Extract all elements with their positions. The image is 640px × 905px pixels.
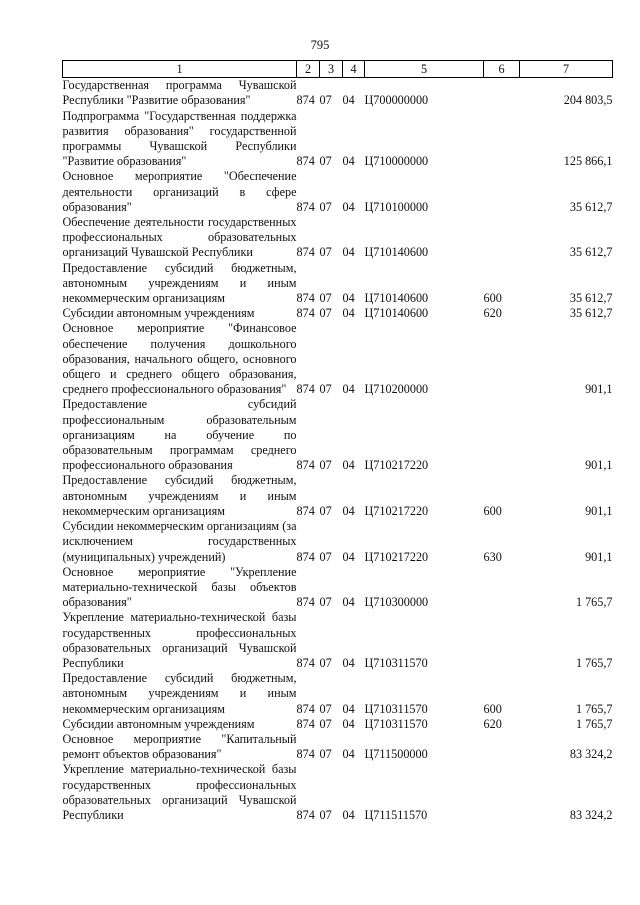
row-name: Субсидии автономным учреждениям: [62, 716, 255, 731]
header-col-5: 5: [365, 61, 484, 78]
row-grbs: 874: [296, 291, 315, 306]
row-subsection: 04: [342, 807, 355, 822]
row-section: 07: [319, 93, 332, 108]
row-grbs: 874: [296, 93, 315, 108]
table-row: [63, 671, 613, 717]
row-grbs: 874: [296, 382, 315, 397]
row-subsection: 04: [342, 655, 355, 670]
header-col-3: 3: [320, 61, 343, 78]
row-section: 07: [319, 701, 332, 716]
table-row: [63, 732, 613, 762]
row-expense-type: 620: [483, 716, 502, 731]
row-subsection: 04: [342, 199, 355, 214]
row-subsection: 04: [342, 716, 355, 731]
row-amount: 1 765,7: [575, 595, 613, 610]
row-grbs: 874: [296, 747, 315, 762]
table-row: [63, 215, 613, 261]
row-expense-type: [484, 732, 520, 762]
header-row: [63, 61, 613, 78]
row-subsection: 04: [342, 382, 355, 397]
row-section: 07: [319, 655, 332, 670]
row-target-article: Ц710140600: [364, 306, 429, 321]
table-row: [63, 610, 613, 671]
row-target-article: Ц710100000: [364, 199, 429, 214]
row-grbs: 874: [296, 154, 315, 169]
row-target-article: Ц710217220: [364, 503, 429, 518]
row-section: 07: [319, 199, 332, 214]
row-subsection: 04: [342, 306, 355, 321]
row-subsection: 04: [342, 93, 355, 108]
row-target-article: Ц710217220: [364, 458, 429, 473]
row-subsection: 04: [342, 747, 355, 762]
table-row: [63, 306, 613, 321]
row-amount: 125 866,1: [563, 154, 613, 169]
row-name: Подпрограмма "Государственная поддержка развития образования" государственной программы Чувашской Республики "Развитие образования": [62, 108, 297, 169]
row-target-article: Ц710140600: [364, 291, 429, 306]
row-grbs: 874: [296, 245, 315, 260]
table-row: [63, 397, 613, 473]
row-section: 07: [319, 458, 332, 473]
row-subsection: 04: [342, 549, 355, 564]
table-row: [63, 321, 613, 397]
row-amount: 1 765,7: [575, 655, 613, 670]
row-expense-type: [484, 321, 520, 397]
row-name: Основное мероприятие "Капитальный ремонт объектов образования": [62, 731, 297, 762]
row-amount: 1 765,7: [575, 716, 613, 731]
row-subsection: 04: [342, 154, 355, 169]
row-name: Укрепление материально-технической базы государственных профессиональных образовательных организаций Чувашской Республики: [62, 610, 297, 670]
row-section: 07: [319, 154, 332, 169]
row-expense-type: 600: [483, 503, 502, 518]
row-amount: 901,1: [585, 382, 613, 397]
row-amount: 204 803,5: [563, 93, 613, 108]
row-subsection: 04: [342, 503, 355, 518]
row-section: 07: [319, 807, 332, 822]
row-subsection: 04: [342, 245, 355, 260]
row-name: Обеспечение деятельности государственных профессиональных образовательных организаций Чувашской Республики: [62, 215, 297, 260]
table-row: [63, 169, 613, 215]
table-row: [63, 78, 613, 109]
table-row: [63, 762, 613, 823]
row-expense-type: 600: [483, 701, 502, 716]
row-section: 07: [319, 595, 332, 610]
row-name: Основное мероприятие "Обеспечение деятельности организаций в сфере образования": [62, 169, 297, 214]
row-target-article: Ц710311570: [364, 701, 428, 716]
row-amount: 83 324,2: [569, 747, 613, 762]
row-grbs: 874: [296, 503, 315, 518]
row-name: Предоставление субсидий бюджетным, автономным учреждениям и иным некоммерческим организациям: [62, 671, 297, 716]
row-amount: 1 765,7: [575, 701, 613, 716]
header-col-7: 7: [520, 61, 613, 78]
row-section: 07: [319, 382, 332, 397]
row-target-article: Ц710217220: [364, 549, 429, 564]
row-target-article: Ц700000000: [364, 93, 429, 108]
row-section: 07: [319, 245, 332, 260]
row-target-article: Ц711511570: [364, 807, 428, 822]
row-expense-type: 630: [483, 549, 502, 564]
table-row: [63, 717, 613, 732]
row-grbs: 874: [296, 306, 315, 321]
row-expense-type: [484, 109, 520, 170]
row-target-article: Ц710200000: [364, 382, 429, 397]
row-expense-type: 620: [483, 306, 502, 321]
row-name: Укрепление материально-технической базы государственных профессиональных образовательных организаций Чувашской Республики: [62, 762, 297, 822]
row-name: Государственная программа Чувашской Республики "Развитие образования": [62, 78, 297, 108]
table-row: [63, 109, 613, 170]
row-grbs: 874: [296, 807, 315, 822]
row-grbs: 874: [296, 716, 315, 731]
row-amount: 35 612,7: [569, 291, 613, 306]
row-grbs: 874: [296, 199, 315, 214]
row-name: Предоставление субсидий профессиональным образовательным организациям на обучение по образовательным программам среднего профессионального образования: [62, 397, 297, 473]
row-expense-type: [484, 78, 520, 109]
row-grbs: 874: [296, 549, 315, 564]
table-row: [63, 565, 613, 611]
row-grbs: 874: [296, 595, 315, 610]
row-amount: 901,1: [585, 503, 613, 518]
row-target-article: Ц710140600: [364, 245, 429, 260]
table-body: [63, 78, 613, 823]
row-grbs: 874: [296, 655, 315, 670]
row-name: Предоставление субсидий бюджетным, автономным учреждениям и иным некоммерческим организациям: [62, 473, 297, 518]
row-section: 07: [319, 716, 332, 731]
row-grbs: 874: [296, 701, 315, 716]
row-subsection: 04: [342, 458, 355, 473]
row-expense-type: [484, 762, 520, 823]
row-expense-type: [484, 565, 520, 611]
row-section: 07: [319, 747, 332, 762]
row-target-article: Ц710300000: [364, 595, 429, 610]
table-row: [63, 261, 613, 307]
table-row: [63, 473, 613, 519]
row-amount: 901,1: [585, 549, 613, 564]
row-expense-type: 600: [483, 291, 502, 306]
table-header: [63, 61, 613, 78]
row-name: Основное мероприятие "Укрепление материально-технической базы объектов образования": [62, 564, 297, 610]
row-expense-type: [484, 610, 520, 671]
row-section: 07: [319, 549, 332, 564]
table-row: [63, 519, 613, 565]
row-section: 07: [319, 291, 332, 306]
header-col-4: 4: [343, 61, 365, 78]
row-subsection: 04: [342, 595, 355, 610]
header-col-1: 1: [63, 61, 297, 78]
row-target-article: Ц710311570: [364, 655, 428, 670]
page-number: 795: [310, 38, 330, 52]
row-section: 07: [319, 306, 332, 321]
row-name: Субсидии некоммерческим организациям (за исключением государственных (муниципальных) учреждений): [62, 519, 297, 564]
row-amount: 35 612,7: [569, 199, 613, 214]
row-amount: 901,1: [585, 458, 613, 473]
row-amount: 83 324,2: [569, 807, 613, 822]
row-expense-type: [484, 397, 520, 473]
row-name: Основное мероприятие "Финансовое обеспечение получения дошкольного образования, начального общего, основного общего и среднего общего образования, среднего профессионального образования": [62, 321, 297, 397]
budget-table: [62, 60, 613, 823]
header-col-6: 6: [484, 61, 520, 78]
row-name: Предоставление субсидий бюджетным, автономным учреждениям и иным некоммерческим организациям: [62, 260, 297, 306]
row-grbs: 874: [296, 458, 315, 473]
row-section: 07: [319, 503, 332, 518]
row-target-article: Ц710311570: [364, 716, 428, 731]
row-target-article: Ц711500000: [364, 747, 428, 762]
row-amount: 35 612,7: [569, 245, 613, 260]
row-expense-type: [484, 215, 520, 261]
header-col-2: 2: [297, 61, 320, 78]
row-amount: 35 612,7: [569, 306, 613, 321]
row-subsection: 04: [342, 291, 355, 306]
row-expense-type: [484, 169, 520, 215]
row-target-article: Ц710000000: [364, 154, 429, 169]
row-name: Субсидии автономным учреждениям: [62, 306, 255, 321]
row-subsection: 04: [342, 701, 355, 716]
